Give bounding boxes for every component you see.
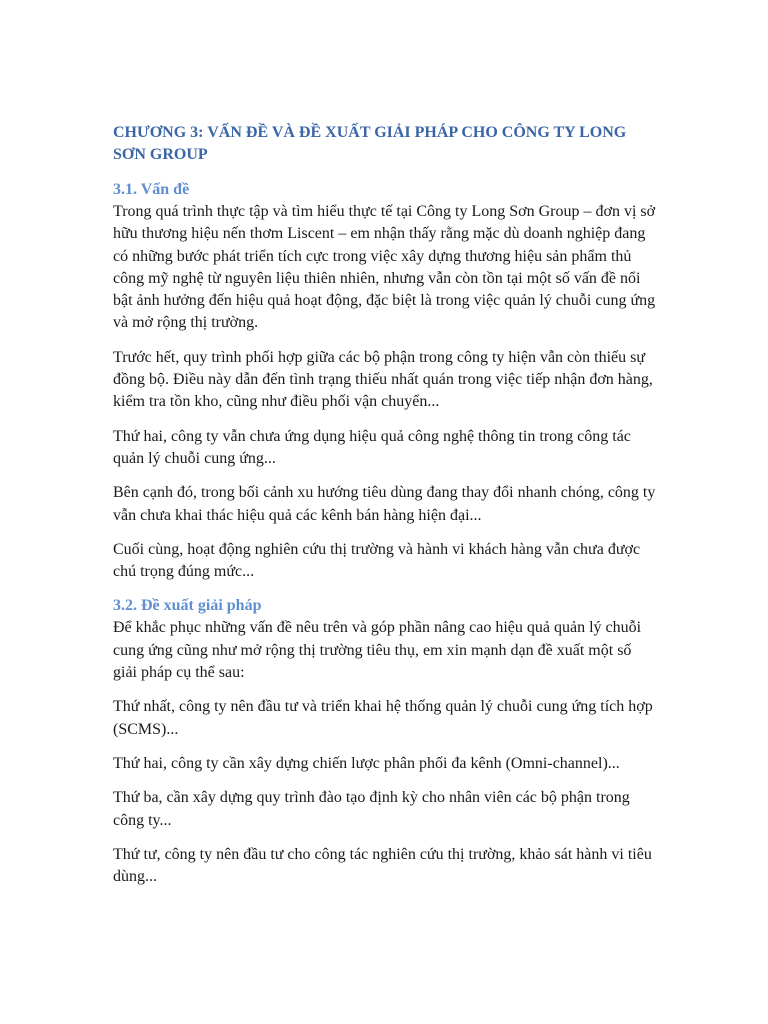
section-heading-problems: 3.1. Vấn đề: [113, 181, 190, 198]
section-heading-solutions: 3.2. Đề xuất giải pháp: [113, 597, 262, 615]
paragraph: Thứ tư, công ty nên đầu tư cho công tác nghiên cứu thị trường, khảo sát hành vi tiêu dùng...: [113, 845, 652, 886]
paragraph: Để khắc phục những vấn đề nêu trên và góp phần nâng cao hiệu quả quản lý chuỗi cung ứng cũng như mở rộng thị trường tiêu thụ, em xin mạnh dạn đề xuất một số giải pháp cụ thể sau:: [113, 619, 642, 682]
paragraph: Trong quá trình thực tập và tìm hiểu thực tế tại Công ty Long Sơn Group – đơn vị sở hữu thương hiệu nến thơm Liscent – em nhận thấy rằng mặc dù doanh nghiệp đang có những bước phát triển tích cực trong việc xây dựng thương hiệu sản phẩm thủ công mỹ nghệ từ nguyên liệu thiên nhiên, nhưng vẫn còn tồn tại một số vấn đề nổi bật ảnh hưởng đến hiệu quả hoạt động, đặc biệt là trong việc quản lý chuỗi cung ứng và mở rộng thị trường.: [113, 203, 656, 332]
paragraph: Thứ nhất, công ty nên đầu tư và triển khai hệ thống quản lý chuỗi cung ứng tích hợp (SCMS)...: [113, 698, 653, 738]
paragraph: Thứ hai, công ty cần xây dựng chiến lược phân phối đa kênh (Omni-channel)...: [113, 754, 620, 772]
paragraph: Bên cạnh đó, trong bối cảnh xu hướng tiêu dùng đang thay đổi nhanh chóng, công ty vẫn chưa khai thác hiệu quả các kênh bán hàng hiện đại...: [113, 484, 656, 524]
paragraph: Cuối cùng, hoạt động nghiên cứu thị trường và hành vi khách hàng vẫn chưa được chú trọng đúng mức...: [113, 540, 641, 581]
section-solutions: [113, 595, 656, 888]
paragraph: Thứ ba, cần xây dựng quy trình đào tạo định kỳ cho nhân viên các bộ phận trong công ty...: [113, 789, 630, 829]
paragraph: Trước hết, quy trình phối hợp giữa các bộ phận trong công ty hiện vẫn còn thiếu sự đồng bộ. Điều này dẫn đến tình trạng thiếu nhất quán trong việc tiếp nhận đơn hàng, kiểm tra tồn kho, cũng như điều phối vận chuyển...: [113, 348, 653, 411]
section-problems: [113, 179, 656, 583]
chapter-title: CHƯƠNG 3: VẤN ĐỀ VÀ ĐỀ XUẤT GIẢI PHÁP CHO CÔNG TY LONG SƠN GROUP: [113, 124, 627, 163]
paragraph: Thứ hai, công ty vẫn chưa ứng dụng hiệu quả công nghệ thông tin trong công tác quản lý chuỗi cung ứng...: [113, 427, 631, 467]
